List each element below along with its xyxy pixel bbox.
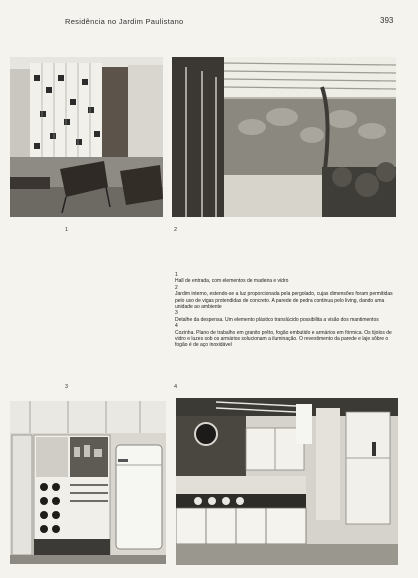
caption-text: Detalhe da despensa. Um elemento plástico translúcido possibilita a visão dos mantimentos	[175, 316, 379, 323]
caption-text: Jardim interno, estendo-se a luz proporcionada pela pergolado, cujas dimensões foram permitidas pelo uso de vigas protendidas de concreto. A parede de pedra continua pelo living, dando uma unidade ao ambiente	[175, 291, 393, 311]
figure-number-1: 1	[65, 227, 69, 233]
caption-number: 1	[175, 272, 178, 278]
caption-text: Hall de entrada, com elementos de madeira e vidro	[175, 278, 289, 285]
caption-block	[175, 272, 400, 349]
page-number: 393	[380, 16, 394, 25]
running-title: Residência no Jardim Paulistano	[65, 17, 184, 26]
photo-kitchen	[176, 398, 398, 565]
figure-number-4: 4	[174, 384, 178, 390]
photo-pantry	[10, 401, 166, 564]
figure-number-2: 2	[174, 227, 178, 233]
caption-number: 3	[175, 310, 178, 317]
caption-number: 4	[175, 323, 178, 330]
photo-garden	[172, 57, 396, 217]
caption-number: 2	[175, 284, 178, 291]
photo-hall	[10, 57, 163, 217]
caption-text: Cozinha. Plano de trabalho em granito prêto, fogão embutido e armários em fórmica. Os tijolos de vidro e luzes sob os armários solucionam a iluminação. O revestimento da parede e laje sôbre o fogão é de aço inoxidável	[175, 329, 392, 349]
figure-number-3: 3	[65, 384, 69, 390]
